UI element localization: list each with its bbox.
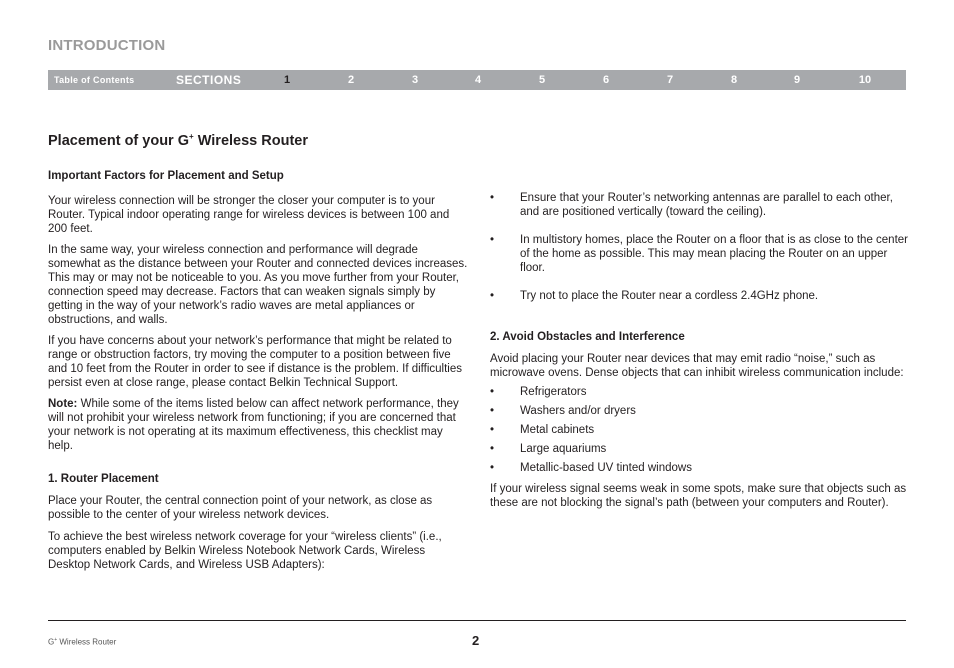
paragraph: To achieve the best wireless network coverage for your “wireless clients” (i.e., computers enabled by Belkin Wireless Notebook Network Cards, Wireless Desktop Network Cards, and Wireless USB Adapters): <box>48 531 442 571</box>
right-column <box>490 191 910 510</box>
list-item: • Ensure that your Router’s networking antennas are parallel to each other, and are positioned vertically (toward the ceiling). <box>490 192 893 218</box>
section-link-1[interactable]: 1 <box>283 74 291 86</box>
section-link-10[interactable]: 10 <box>858 74 872 86</box>
paragraph: If your wireless signal seems weak in some spots, make sure that objects such as these are not blocking the signal’s path (between your computers and Router). <box>490 483 907 509</box>
section-link-9[interactable]: 9 <box>793 74 801 86</box>
subhead-router-placement: 1. Router Placement <box>48 473 159 485</box>
list-item: • Metallic-based UV tinted windows <box>490 462 692 474</box>
list-item: • Refrigerators <box>490 386 587 398</box>
section-link-8[interactable]: 8 <box>730 74 738 86</box>
footer-product-name: G+ Wireless Router <box>48 637 117 647</box>
section-link-3[interactable]: 3 <box>411 74 419 86</box>
list-item: • Metal cabinets <box>490 424 595 436</box>
section-link-7[interactable]: 7 <box>666 74 674 86</box>
subhead-factors: Important Factors for Placement and Setup <box>48 170 284 182</box>
footer-divider <box>48 620 906 621</box>
list-item: • Large aquariums <box>490 443 607 455</box>
note-paragraph: Note: While some of the items listed below can affect network performance, they will not prohibit your wireless network from functioning; if you are concerned that your network is not operating at its maximum effectiveness, this checklist may help. <box>48 398 459 452</box>
section-link-6[interactable]: 6 <box>602 74 610 86</box>
section-title: INTRODUCTION <box>48 37 166 54</box>
section-link-2[interactable]: 2 <box>347 74 355 86</box>
subhead-obstacles: 2. Avoid Obstacles and Interference <box>490 331 685 343</box>
paragraph: Your wireless connection will be stronger the closer your computer is to your Router. Typical indoor operating range for wireless devices is between 100 and 200 feet. <box>48 195 450 235</box>
page-heading: Placement of your G+ Wireless Router <box>48 132 308 149</box>
sections-label: SECTIONS <box>176 73 242 87</box>
section-link-4[interactable]: 4 <box>474 74 482 86</box>
paragraph: Place your Router, the central connection point of your network, as close as possible to the center of your wireless network devices. <box>48 495 433 521</box>
section-link-5[interactable]: 5 <box>538 74 546 86</box>
page-number: 2 <box>472 633 480 648</box>
paragraph: Avoid placing your Router near devices that may emit radio “noise,” such as microwave ovens. Dense objects that can inhibit wireless communication include: <box>490 353 904 379</box>
table-of-contents-link[interactable]: Table of Contents <box>54 75 135 85</box>
list-item: • In multistory homes, place the Router on a floor that is as close to the center of the home as possible. This may mean placing the Router on an upper floor. <box>490 234 909 274</box>
left-column <box>48 169 468 572</box>
paragraph: In the same way, your wireless connection and performance will degrade somewhat as the distance between your Router and connected devices increases. This may or may not be noticeable to you. As you move further from your Router, connection speed may decrease. Factors that can weaken signals simply by getting in the way of your network’s radio waves are metal appliances or obstructions, and walls. <box>48 244 468 326</box>
list-item: • Washers and/or dryers <box>490 405 636 417</box>
list-item: • Try not to place the Router near a cordless 2.4GHz phone. <box>490 290 819 302</box>
section-nav-bar <box>48 70 906 90</box>
paragraph: If you have concerns about your network’s performance that might be related to range or obstruction factors, try moving the computer to a position between five and 10 feet from the Router in order to see if distance is the problem. If difficulties persist even at close range, please contact Belkin Technical Support. <box>48 335 463 389</box>
